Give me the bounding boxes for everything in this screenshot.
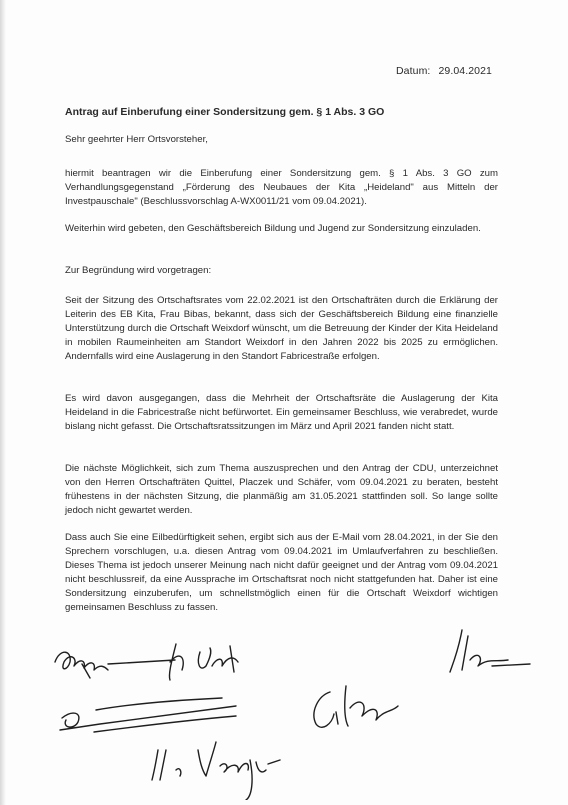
paragraph-reasoning-intro: Zur Begründung wird vorgetragen: (65, 265, 212, 276)
signature-3 (450, 630, 530, 672)
paragraph-background: Seit der Sitzung des Ortschaftsrates vom 22.02.2021 ist den Ortschafträten durch die Erklärung der Leiterin des EB Kita, Frau Bibas, bekannt, dass sich der Geschäftsbereich Bildung eine finanzielle Unterstützung durch die Ortschaft Weixdorf wünscht, um die Betreuung der Kinder der Kita Heideland in mobilen Raumeinheiten am Standort Weixdorf in den Jahren 2022 bis 2025 zu ermöglichen. Andernfalls wird eine Auslagerung in den Standort Fabricestraße erfolgen. (65, 295, 498, 362)
signature-2 (169, 644, 238, 680)
signature-6 (314, 686, 398, 727)
date-label: Datum: (395, 65, 431, 77)
signature-1 (55, 652, 175, 678)
date-value: 29.04.2021 (438, 65, 492, 77)
paragraph-urgency: Dass auch Sie eine Eilbedürftigkeit sehen, ergibt sich aus der E-Mail vom 28.04.2021, in der Sie den Sprechern vorschlugen, u.a. diesen Antrag vom 09.04.2021 im Umlaufverfahren zu beschließen. Dieses Thema ist jedoch unserer Meinung nach nicht dafür geeignet und der Antrag vom 09.04.2021 nicht beschlussreif, da eine Aussprache im Ortschaftsrat noch nicht stattgefunden hat. Daher ist eine Sondersitzung einzuberufen, um schnellstmöglich einen für die Ortschaft Weixdorf wichtigen gemeinsamen Beschluss zu fassen. (65, 532, 498, 613)
date-line (396, 65, 492, 77)
paragraph-next-meeting: Die nächste Möglichkeit, sich zum Thema auszusprechen und den Antrag der CDU, unterzeichnet von den Herren Ortschafträten Quittel, Placzek und Schäfer, vom 09.04.2021 zu beraten, besteht frühestens in der nächsten Sitzung, die planmäßig am 31.05.2021 stattfinden soll. So lange sollte jedoch nicht gewartet werden. (65, 463, 498, 516)
paragraph-invitation: Weiterhin wird gebeten, den Geschäftsbereich Bildung und Jugend zur Sondersitzung einzuladen. (65, 223, 481, 234)
signature-4 (60, 698, 236, 732)
subject-line: Antrag auf Einberufung einer Sondersitzung gem. § 1 Abs. 3 GO (65, 106, 385, 118)
salutation: Sehr geehrter Herr Ortsvorsteher, (65, 134, 208, 145)
signatures (0, 600, 568, 800)
paragraph-majority: Es wird davon ausgegangen, dass die Mehrheit der Ortschaftsräte die Auslagerung der Kita Heideland in die Fabricestraße nicht befürwortet. Ein gemeinsamer Beschluss, wie verabredet, wurde bislang nicht gefasst. Die Ortschaftsratssitzungen im März und April 2021 fanden nicht statt. (65, 393, 498, 432)
paragraph-request: hiermit beantragen wir die Einberufung einer Sondersitzung gem. § 1 Abs. 3 GO zum Verhandlungsgegenstand „Förderung des Neubaues der Kita „Heideland" aus Mitteln der Investpauschale" (Beschlussvorschlag A-WX0011/21 vom 09.04.2021). (65, 168, 498, 207)
signature-5 (152, 742, 280, 800)
